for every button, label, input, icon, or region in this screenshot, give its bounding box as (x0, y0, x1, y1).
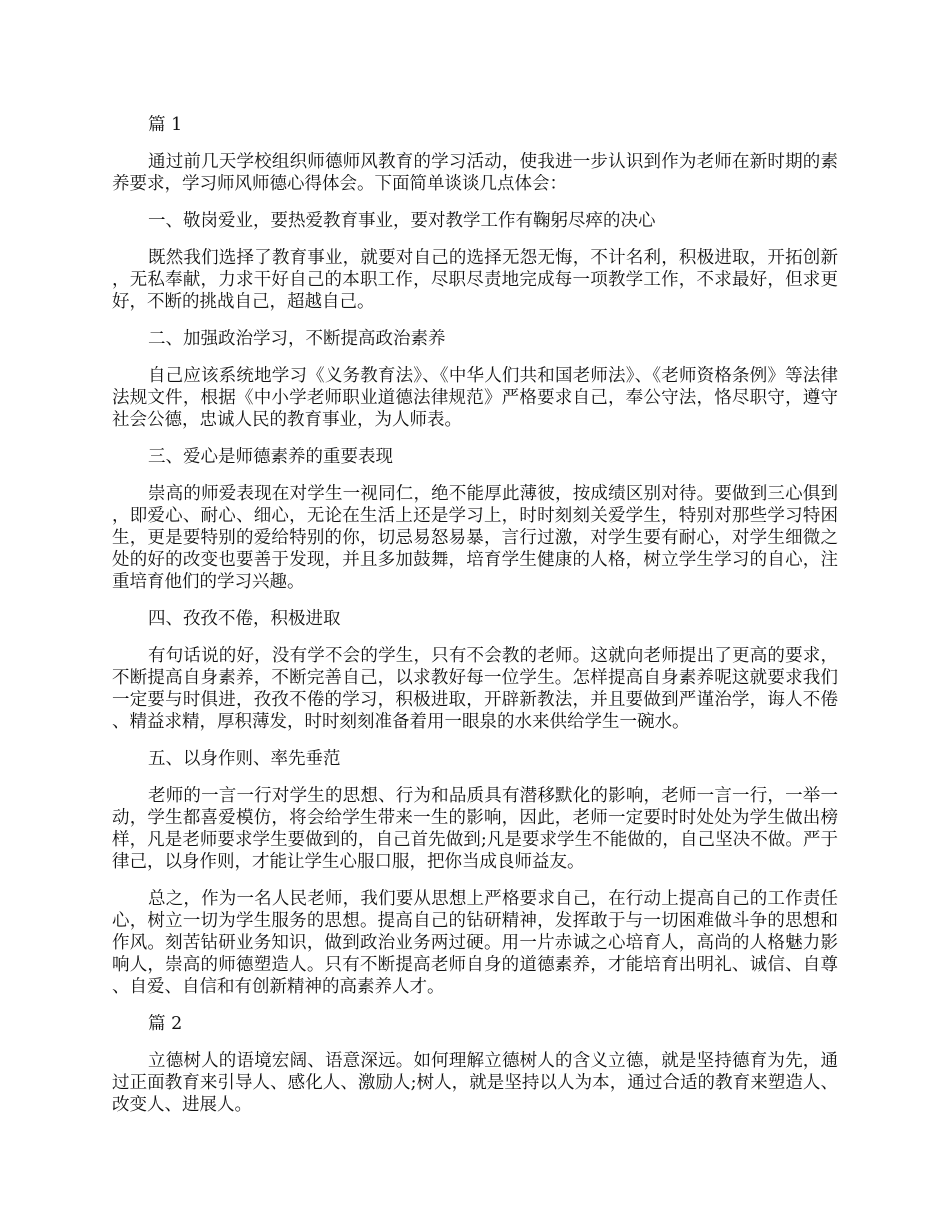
section-heading: 三、爱心是师德素养的重要表现 (148, 447, 393, 467)
paragraph: 自己应该系统地学习《义务教育法》、《中华人们共和国老师法》、《老师资格条例》等法律法规文件，根据《中小学老师职业道德法律规范》严格要求自己，奉公守法，恪尽职守，遵守社会公德，忠诚人民的教育事业，为人师表。 (112, 366, 838, 430)
section-heading: 二、加强政治学习，不断提高政治素养 (148, 329, 446, 349)
paragraph: 立德树人的语境宏阔、语意深远。如何理解立德树人的含义立德，就是坚持德育为先，通过正面教育来引导人、感化人、激励人;树人，就是坚持以人为本，通过合适的教育来塑造人、改变人、进展人。 (112, 1051, 838, 1115)
paragraph: 老师的一言一行对学生的思想、行为和品质具有潜移默化的影响，老师一言一行，一举一动，学生都喜爱模仿，将会给学生带来一生的影响，因此，老师一定要时时处处为学生做出榜样，凡是老师要求学生要做到的，自己首先做到;凡是要求学生不能做的，自己坚决不做。严于律己，以身作则，才能让学生心服口服，把你当成良师益友。 (112, 786, 838, 872)
section-heading: 篇 1 (148, 115, 183, 135)
section-heading: 五、以身作则、率先垂范 (148, 749, 341, 769)
paragraph: 总之，作为一名人民老师，我们要从思想上严格要求自己，在行动上提高自己的工作责任心，树立一切为学生服务的思想。提高自己的钻研精神，发挥敢于与一切困难做斗争的思想和作风。刻苦钻研业务知识，做到政治业务两过硬。用一片赤诚之心培育人，高尚的人格魅力影响人，崇高的师德塑造人。只有不断提高老师自身的道德素养，才能培育出明礼、诚信、自尊、自爱、自信和有创新精神的高素养人才。 (112, 889, 838, 997)
paragraph: 有句话说的好，没有学不会的学生，只有不会教的老师。这就向老师提出了更高的要求，不断提高自身素养，不断完善自己，以求教好每一位学生。怎样提高自身素养呢这就要求我们一定要与时俱进，孜孜不倦的学习，积极进取，开辟新教法，并且要做到严谨治学，诲人不倦、精益求精，厚积薄发，时时刻刻准备着用一眼泉的水来供给学生一碗水。 (112, 646, 838, 732)
paragraph: 通过前几天学校组织师德师风教育的学习活动，使我进一步认识到作为老师在新时期的素养要求，学习师风师德心得体会。下面简单谈谈几点体会： (112, 152, 838, 194)
section-heading: 四、孜孜不倦，积极进取 (148, 609, 341, 629)
paragraph: 既然我们选择了教育事业，就要对自己的选择无怨无悔，不计名利，积极进取，开拓创新，无私奉献，力求干好自己的本职工作，尽职尽责地完成每一项教学工作，不求最好，但求更好，不断的挑战自己，超越自己。 (112, 248, 838, 312)
document-body (112, 114, 838, 1131)
paragraph: 崇高的师爱表现在对学生一视同仁，绝不能厚此薄彼，按成绩区别对待。要做到三心俱到，即爱心、耐心、细心，无论在生活上还是学习上，时时刻刻关爱学生，特别对那些学习特困生，更是要特别的爱给特别的你，切忌易怒易暴，言行过激，对学生要有耐心，对学生细微之处的好的改变也要善于发现，并且多加鼓舞，培育学生健康的人格，树立学生学习的自心，注重培育他们的学习兴趣。 (112, 484, 838, 592)
section-heading: 一、敬岗爱业，要热爱教育事业，要对教学工作有鞠躬尽瘁的决心 (148, 211, 656, 231)
section-heading: 篇 2 (148, 1014, 183, 1034)
